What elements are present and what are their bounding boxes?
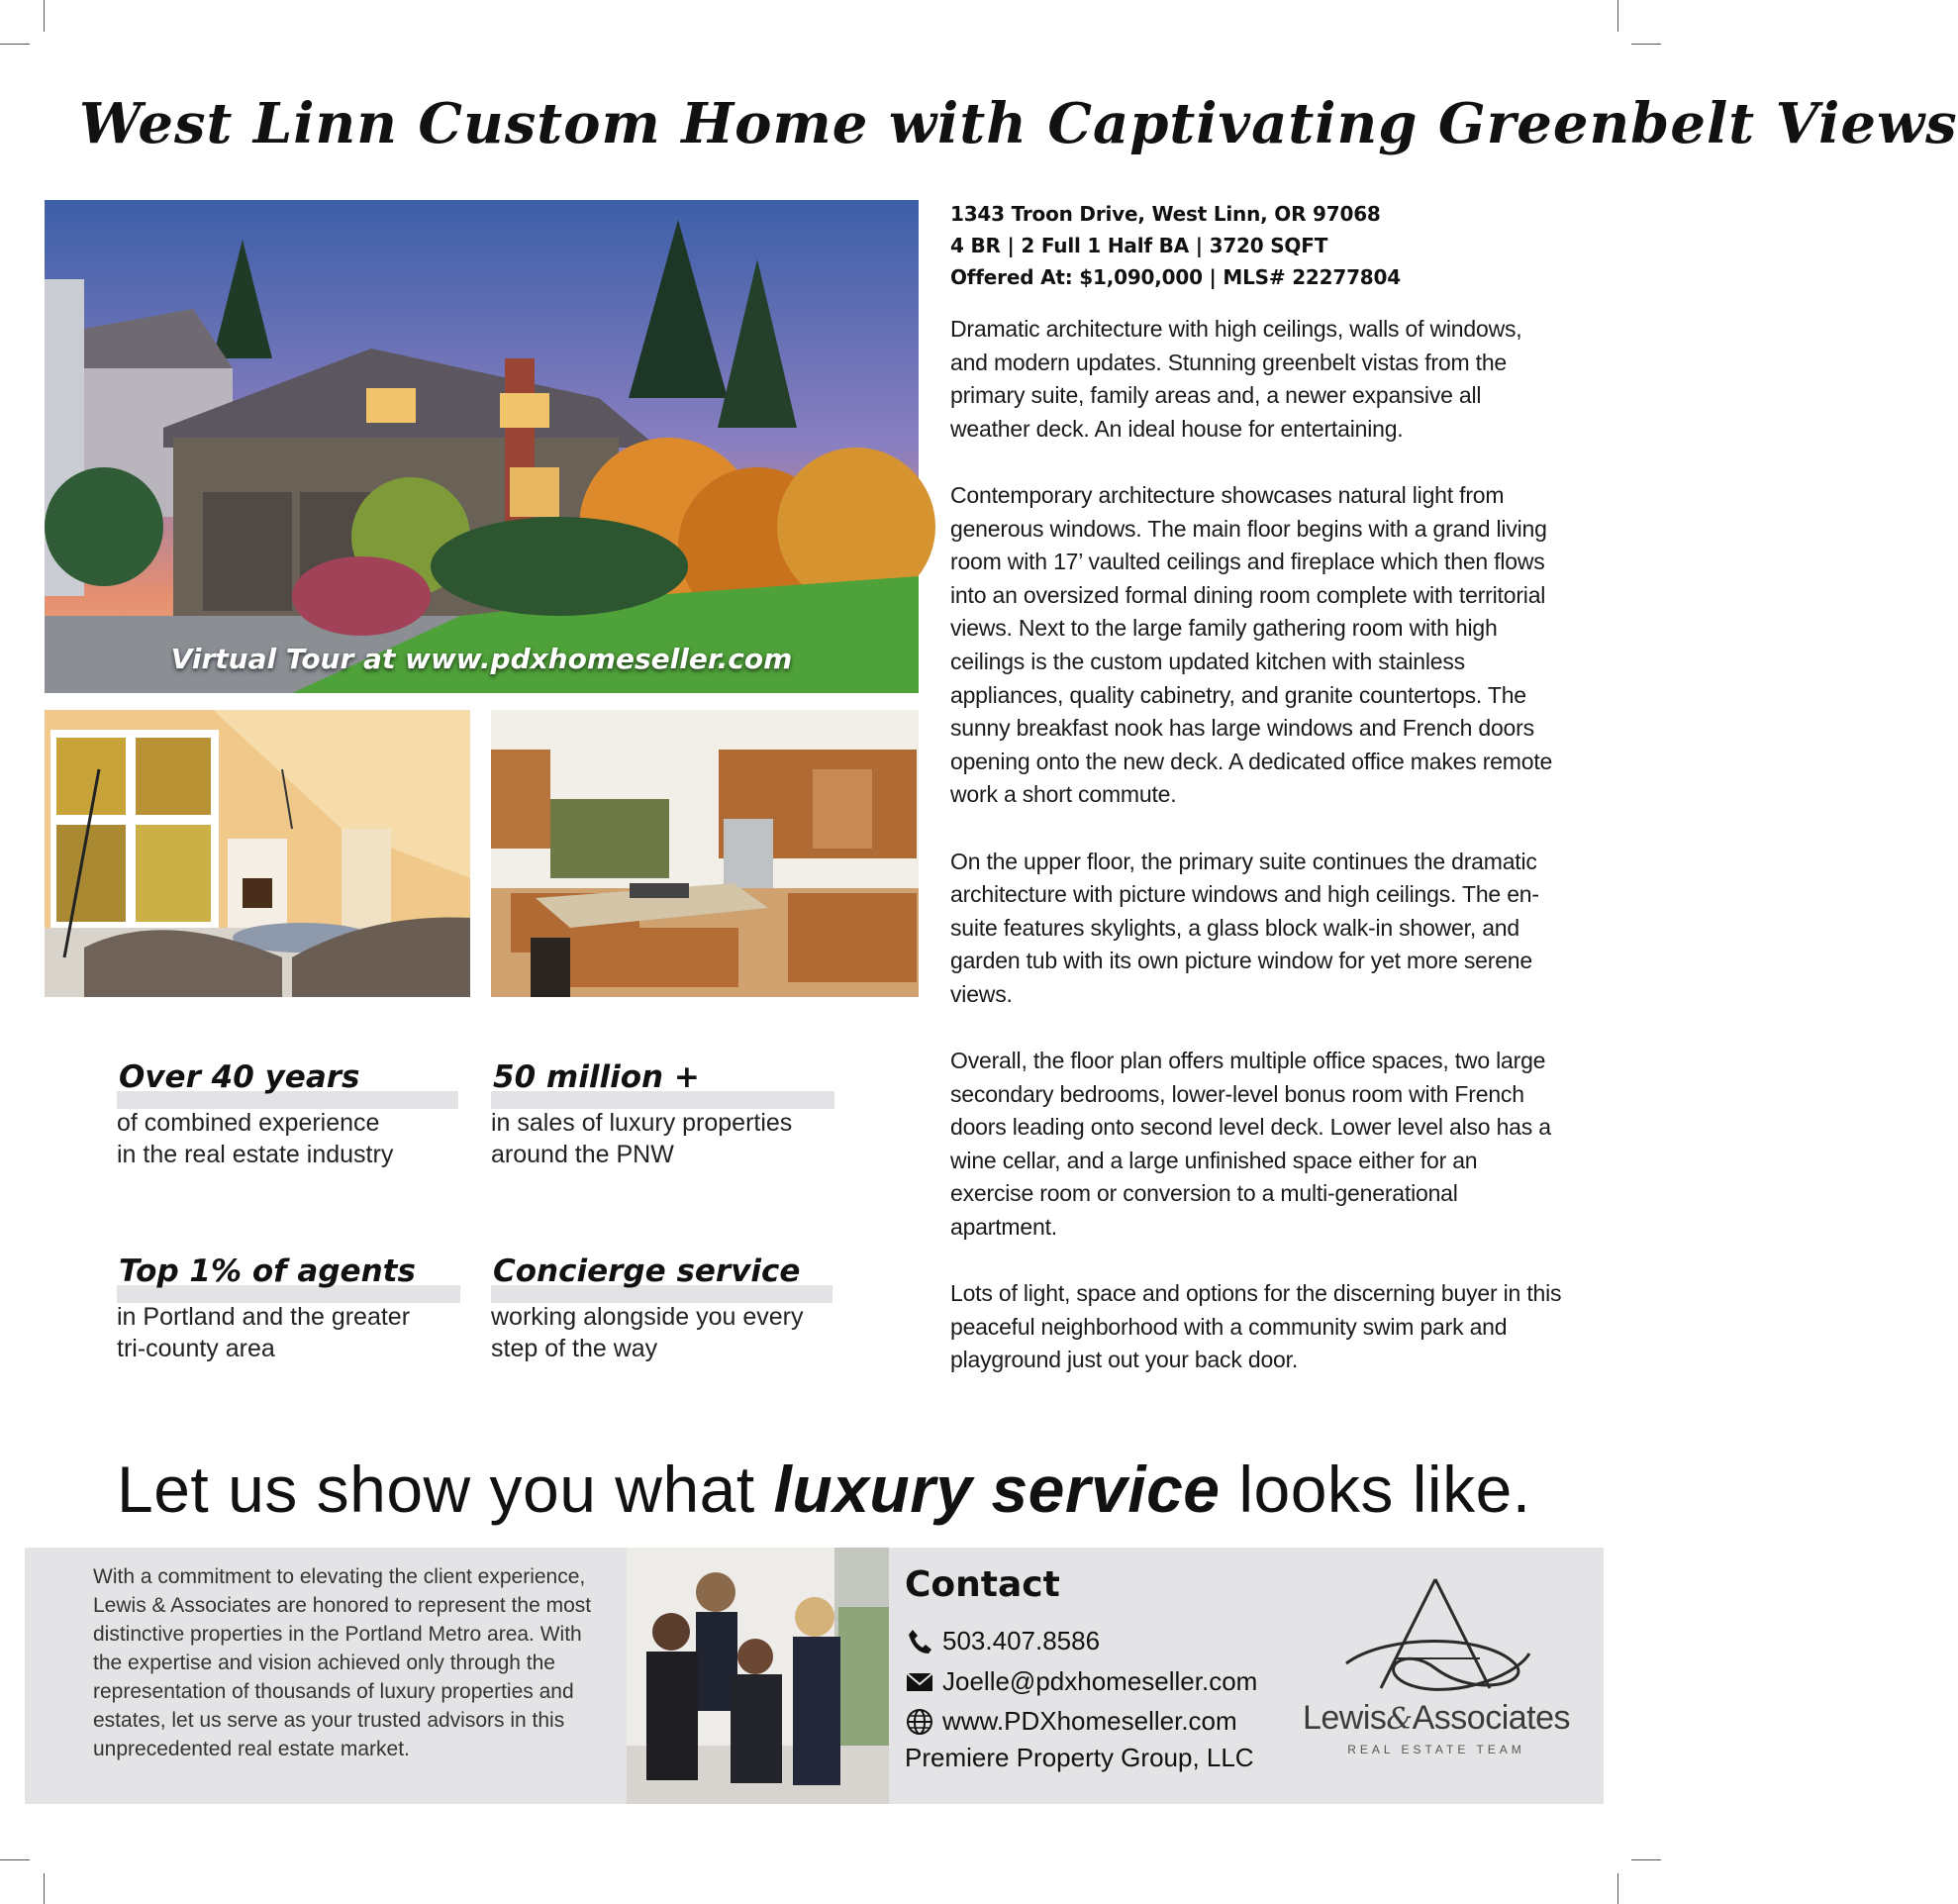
contact-email[interactable]: [905, 1666, 1257, 1697]
stat-subtitle-line: step of the way: [491, 1335, 658, 1362]
crop-mark: [1631, 1859, 1661, 1860]
crop-mark: [0, 1859, 30, 1860]
crop-mark: [44, 1873, 45, 1904]
page-headline: West Linn Custom Home with Captivating Greenbelt Views: [79, 91, 1958, 156]
virtual-tour-caption: Virtual Tour at www.pdxhomeseller.com: [170, 643, 793, 675]
crop-mark: [1617, 1873, 1618, 1904]
stat-subtitle: [117, 1301, 473, 1364]
brand-name: [1283, 1699, 1590, 1738]
phone-number: 503.407.8586: [942, 1626, 1101, 1655]
tagline-emphasis: luxury service: [773, 1453, 1221, 1526]
envelope-icon: [905, 1667, 934, 1697]
stat-title: 50 million +: [493, 1059, 700, 1095]
stat-concierge: [491, 1253, 847, 1364]
stat-subtitle-line: of combined experience: [117, 1109, 380, 1137]
listing-specs: 4 BR | 2 Full 1 Half BA | 3720 SQFT: [950, 234, 1328, 257]
kitchen-photo: [491, 710, 919, 997]
stat-subtitle: [117, 1107, 473, 1170]
crop-mark: [0, 44, 30, 45]
description-paragraph: On the upper floor, the primary suite continues the dramatic architecture with picture windows and high ceilings. The en-suite features skylights, a glass block walk-in shower, and garden tub with its own picture window for yet more serene views.: [950, 848, 1539, 1007]
listing-description: [950, 313, 1564, 1411]
stat-subtitle-line: in sales of luxury properties: [491, 1109, 793, 1137]
stat-subtitle: [491, 1301, 847, 1364]
contact-heading: Contact: [905, 1564, 1060, 1605]
listing-offer: Offered At: $1,090,000 | MLS# 22277804: [950, 265, 1401, 289]
about-text: With a commitment to elevating the client experience, Lewis & Associates are honored to represent the most distinctive properties in the Portland Metro area. With the expertise and vision achieved only through the representation of thousands of luxury properties and estates, let us serve as your trusted advisors in this unprecedented real estate market.: [93, 1565, 592, 1760]
crop-mark: [1631, 44, 1661, 45]
stat-subtitle-line: working alongside you every: [491, 1303, 804, 1331]
website-url: www.PDXhomeseller.com: [942, 1706, 1237, 1736]
listing-facts: [950, 198, 1584, 293]
description-paragraph: Overall, the floor plan offers multiple office spaces, two large secondary bedrooms, lower-level bonus room with French doors leading onto second level deck. Lower level also has a wine cellar, and a large unfinished space either for an exercise room or conversion to a multi-generational apartment.: [950, 1048, 1551, 1241]
company-name: Premiere Property Group, LLC: [905, 1743, 1254, 1772]
stat-subtitle-line: around the PNW: [491, 1141, 674, 1168]
contact-phone[interactable]: [905, 1626, 1100, 1656]
phone-icon: [905, 1627, 934, 1656]
living-room-photo: [45, 710, 470, 997]
brand-name-left: Lewis: [1302, 1699, 1387, 1737]
team-photo: [627, 1548, 889, 1804]
house-exterior-photo: [45, 200, 919, 693]
stat-subtitle-line: in Portland and the greater: [117, 1303, 411, 1331]
brand-ampersand: &: [1386, 1702, 1413, 1737]
contact-website[interactable]: [905, 1706, 1237, 1737]
brand-name-right: Associates: [1412, 1699, 1571, 1737]
stat-experience: [117, 1059, 473, 1170]
brand-monogram-logo: [1287, 1574, 1584, 1792]
tagline: [117, 1452, 1602, 1527]
email-address: Joelle@pdxhomeseller.com: [942, 1666, 1258, 1696]
stat-sales: [491, 1059, 847, 1170]
stat-title: Top 1% of agents: [119, 1253, 416, 1289]
stat-subtitle: [491, 1107, 847, 1170]
stat-subtitle-line: tri-county area: [117, 1335, 275, 1362]
globe-icon: [905, 1707, 934, 1737]
tagline-end: looks like.: [1220, 1453, 1531, 1526]
stat-title: Concierge service: [493, 1253, 801, 1289]
stat-top-agents: [117, 1253, 473, 1364]
description-paragraph: Dramatic architecture with high ceilings, walls of windows, and modern updates. Stunning greenbelt vistas from the primary suite, family areas and, a newer expansive all weather deck. An ideal house for entertaining.: [950, 316, 1522, 442]
description-paragraph: Contemporary architecture showcases natural light from generous windows. The main floor begins with a grand living room with 17’ vaulted ceilings and fireplace which then flows into an oversized formal dining room complete with territorial views. Next to the large family gathering room with high ceilings is the custom updated kitchen with stainless appliances, quality cabinetry, and granite countertops. The sunny breakfast nook has large windows and French doors opening onto the new deck. A dedicated office makes remote work a short commute.: [950, 481, 1553, 808]
brand-tagline: REAL ESTATE TEAM: [1347, 1743, 1525, 1756]
listing-address: 1343 Troon Drive, West Linn, OR 97068: [950, 202, 1381, 226]
description-paragraph: Lots of light, space and options for the discerning buyer in this peaceful neighborhood with a community swim park and playground just out your back door.: [950, 1280, 1562, 1373]
tagline-start: Let us show you what: [117, 1453, 774, 1526]
stat-title: Over 40 years: [119, 1059, 360, 1095]
crop-mark: [1617, 0, 1618, 32]
crop-mark: [44, 0, 45, 32]
stat-subtitle-line: in the real estate industry: [117, 1141, 394, 1168]
